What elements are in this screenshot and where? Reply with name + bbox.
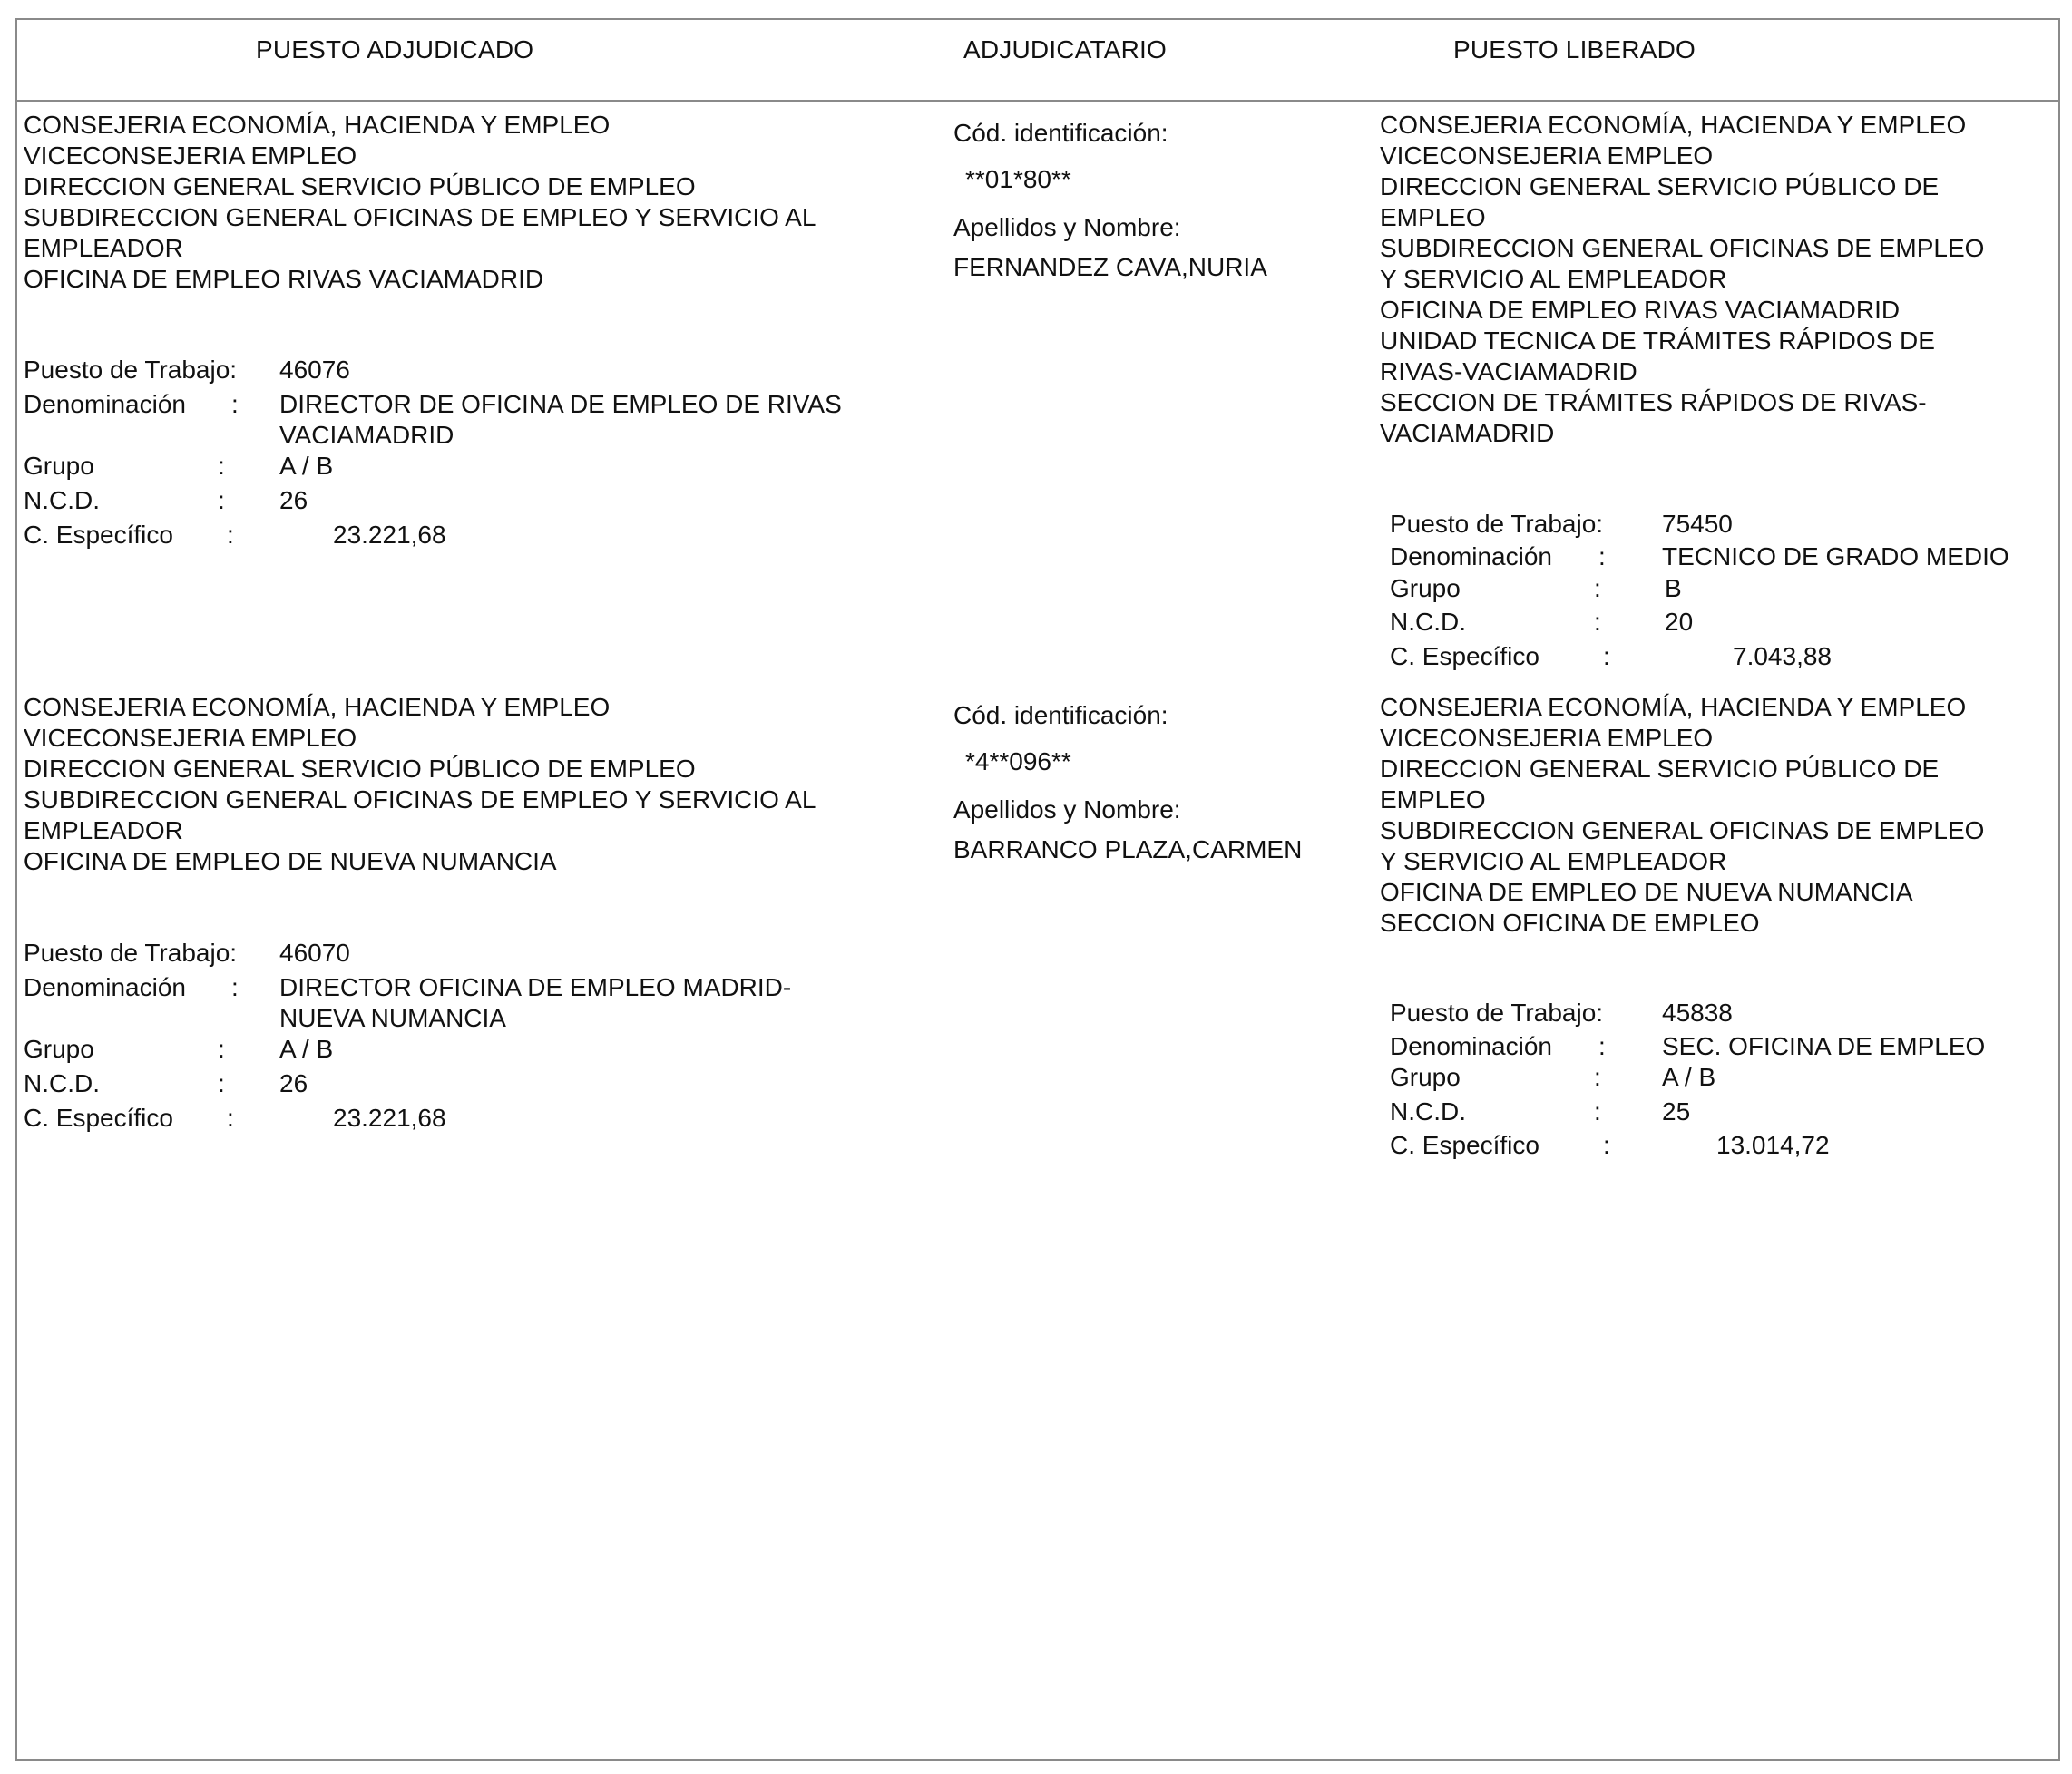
unit-line: VICECONSEJERIA EMPLEO bbox=[24, 141, 357, 170]
grupo-value: A / B bbox=[279, 1035, 334, 1063]
cod-identificacion-label: Cód. identificación: bbox=[953, 701, 1168, 729]
colon: : bbox=[218, 1069, 225, 1097]
especifico-label: C. Específico bbox=[24, 1104, 173, 1132]
colon: : bbox=[1598, 542, 1606, 570]
colon: : bbox=[231, 390, 239, 418]
unit-line: CONSEJERIA ECONOMÍA, HACIENDA Y EMPLEO bbox=[24, 693, 611, 721]
denominacion-value-cont: VACIAMADRID bbox=[279, 421, 454, 449]
colon: : bbox=[231, 973, 239, 1001]
denominacion-value-cont: NUEVA NUMANCIA bbox=[279, 1004, 506, 1032]
unit-line: OFICINA DE EMPLEO RIVAS VACIAMADRID bbox=[24, 265, 544, 293]
unit-line: CONSEJERIA ECONOMÍA, HACIENDA Y EMPLEO bbox=[1380, 693, 1967, 721]
unit-line: EMPLEADOR bbox=[24, 234, 183, 262]
especifico-value: 13.014,72 bbox=[1716, 1131, 1830, 1159]
denominacion-value: SEC. OFICINA DE EMPLEO bbox=[1662, 1032, 1986, 1060]
especifico-label: C. Específico bbox=[1390, 1131, 1539, 1159]
adjudicado-units bbox=[24, 110, 816, 295]
unit-line: DIRECCION GENERAL SERVICIO PÚBLICO DE EMPLEO bbox=[24, 755, 696, 783]
ncd-value: 25 bbox=[1662, 1097, 1691, 1126]
colon: : bbox=[1594, 608, 1601, 636]
puesto-label: Puesto de Trabajo: bbox=[1390, 510, 1604, 538]
denominacion-value: TECNICO DE GRADO MEDIO bbox=[1662, 542, 2009, 570]
grupo-value: A / B bbox=[279, 452, 334, 480]
adjudicado-units bbox=[24, 692, 816, 877]
apellidos-nombre-label: Apellidos y Nombre: bbox=[953, 213, 1181, 241]
colon: : bbox=[1594, 1097, 1601, 1126]
colon: : bbox=[1594, 574, 1601, 602]
unit-line: VICECONSEJERIA EMPLEO bbox=[1380, 724, 1714, 752]
header-puesto-liberado: PUESTO LIBERADO bbox=[1453, 35, 1696, 63]
grupo-label: Grupo bbox=[1390, 574, 1461, 602]
ncd-value: 26 bbox=[279, 1069, 308, 1097]
unit-line: SUBDIRECCION GENERAL OFICINAS DE EMPLEO Y SERVICIO AL bbox=[24, 203, 816, 231]
unit-line: OFICINA DE EMPLEO DE NUEVA NUMANCIA bbox=[24, 847, 557, 875]
especifico-value: 23.221,68 bbox=[333, 1104, 446, 1132]
puesto-value: 75450 bbox=[1662, 510, 1733, 538]
denominacion-value: DIRECTOR DE OFICINA DE EMPLEO DE RIVAS bbox=[279, 390, 842, 418]
liberado-units bbox=[1380, 692, 1984, 939]
liberado-units bbox=[1380, 110, 1984, 449]
unit-line: UNIDAD TECNICA DE TRÁMITES RÁPIDOS DE bbox=[1380, 327, 1935, 355]
especifico-value: 23.221,68 bbox=[333, 521, 446, 549]
unit-line: SUBDIRECCION GENERAL OFICINAS DE EMPLEO bbox=[1380, 234, 1985, 262]
unit-line: VICECONSEJERIA EMPLEO bbox=[24, 724, 357, 752]
especifico-label: C. Específico bbox=[1390, 642, 1539, 670]
especifico-label: C. Específico bbox=[24, 521, 173, 549]
unit-line: CONSEJERIA ECONOMÍA, HACIENDA Y EMPLEO bbox=[1380, 111, 1967, 139]
header-puesto-adjudicado: PUESTO ADJUDICADO bbox=[256, 35, 534, 63]
grupo-label: Grupo bbox=[24, 452, 94, 480]
unit-line: Y SERVICIO AL EMPLEADOR bbox=[1380, 265, 1727, 293]
unit-line: DIRECCION GENERAL SERVICIO PÚBLICO DE bbox=[1380, 755, 1940, 783]
ncd-label: N.C.D. bbox=[1390, 608, 1466, 636]
puesto-value: 45838 bbox=[1662, 999, 1733, 1027]
unit-line: EMPLEO bbox=[1380, 203, 1486, 231]
colon: : bbox=[218, 452, 225, 480]
grupo-label: Grupo bbox=[1390, 1063, 1461, 1091]
puesto-value: 46070 bbox=[279, 939, 350, 967]
cod-identificacion-value: *4**096** bbox=[965, 747, 1071, 775]
unit-line: SECCION OFICINA DE EMPLEO bbox=[1380, 909, 1760, 937]
unit-line: VACIAMADRID bbox=[1380, 419, 1555, 447]
unit-line: Y SERVICIO AL EMPLEADOR bbox=[1380, 847, 1727, 875]
unit-line: DIRECCION GENERAL SERVICIO PÚBLICO DE bbox=[1380, 172, 1940, 200]
denominacion-label: Denominación bbox=[1390, 542, 1552, 570]
colon: : bbox=[1603, 642, 1610, 670]
unit-line: SUBDIRECCION GENERAL OFICINAS DE EMPLEO bbox=[1380, 816, 1985, 844]
colon: : bbox=[227, 1104, 234, 1132]
grupo-value: A / B bbox=[1662, 1063, 1716, 1091]
denominacion-label: Denominación bbox=[24, 973, 186, 1001]
ncd-label: N.C.D. bbox=[24, 486, 100, 514]
apellidos-nombre-value: FERNANDEZ CAVA,NURIA bbox=[953, 253, 1267, 281]
especifico-value: 7.043,88 bbox=[1733, 642, 1832, 670]
puesto-label: Puesto de Trabajo: bbox=[24, 356, 238, 384]
colon: : bbox=[218, 486, 225, 514]
unit-line: RIVAS-VACIAMADRID bbox=[1380, 357, 1637, 385]
header-divider bbox=[15, 100, 2060, 102]
denominacion-label: Denominación bbox=[1390, 1032, 1552, 1060]
apellidos-nombre-value: BARRANCO PLAZA,CARMEN bbox=[953, 835, 1303, 863]
colon: : bbox=[1603, 1131, 1610, 1159]
puesto-label: Puesto de Trabajo: bbox=[24, 939, 238, 967]
unit-line: OFICINA DE EMPLEO DE NUEVA NUMANCIA bbox=[1380, 878, 1913, 906]
unit-line: DIRECCION GENERAL SERVICIO PÚBLICO DE EMPLEO bbox=[24, 172, 696, 200]
unit-line: EMPLEADOR bbox=[24, 816, 183, 844]
ncd-value: 20 bbox=[1665, 608, 1694, 636]
ncd-value: 26 bbox=[279, 486, 308, 514]
apellidos-nombre-label: Apellidos y Nombre: bbox=[953, 795, 1181, 824]
unit-line: CONSEJERIA ECONOMÍA, HACIENDA Y EMPLEO bbox=[24, 111, 611, 139]
denominacion-value: DIRECTOR OFICINA DE EMPLEO MADRID- bbox=[279, 973, 792, 1001]
puesto-label: Puesto de Trabajo: bbox=[1390, 999, 1604, 1027]
colon: : bbox=[1598, 1032, 1606, 1060]
ncd-label: N.C.D. bbox=[24, 1069, 100, 1097]
unit-line: SECCION DE TRÁMITES RÁPIDOS DE RIVAS- bbox=[1380, 388, 1927, 416]
unit-line: OFICINA DE EMPLEO RIVAS VACIAMADRID bbox=[1380, 296, 1901, 324]
cod-identificacion-value: **01*80** bbox=[965, 165, 1071, 193]
ncd-label: N.C.D. bbox=[1390, 1097, 1466, 1126]
unit-line: SUBDIRECCION GENERAL OFICINAS DE EMPLEO Y SERVICIO AL bbox=[24, 785, 816, 814]
grupo-label: Grupo bbox=[24, 1035, 94, 1063]
unit-line: EMPLEO bbox=[1380, 785, 1486, 814]
grupo-value: B bbox=[1665, 574, 1682, 602]
colon: : bbox=[218, 1035, 225, 1063]
unit-line: VICECONSEJERIA EMPLEO bbox=[1380, 141, 1714, 170]
colon: : bbox=[1594, 1063, 1601, 1091]
puesto-value: 46076 bbox=[279, 356, 350, 384]
colon: : bbox=[227, 521, 234, 549]
cod-identificacion-label: Cód. identificación: bbox=[953, 119, 1168, 147]
header-adjudicatario: ADJUDICATARIO bbox=[963, 35, 1168, 63]
denominacion-label: Denominación bbox=[24, 390, 186, 418]
